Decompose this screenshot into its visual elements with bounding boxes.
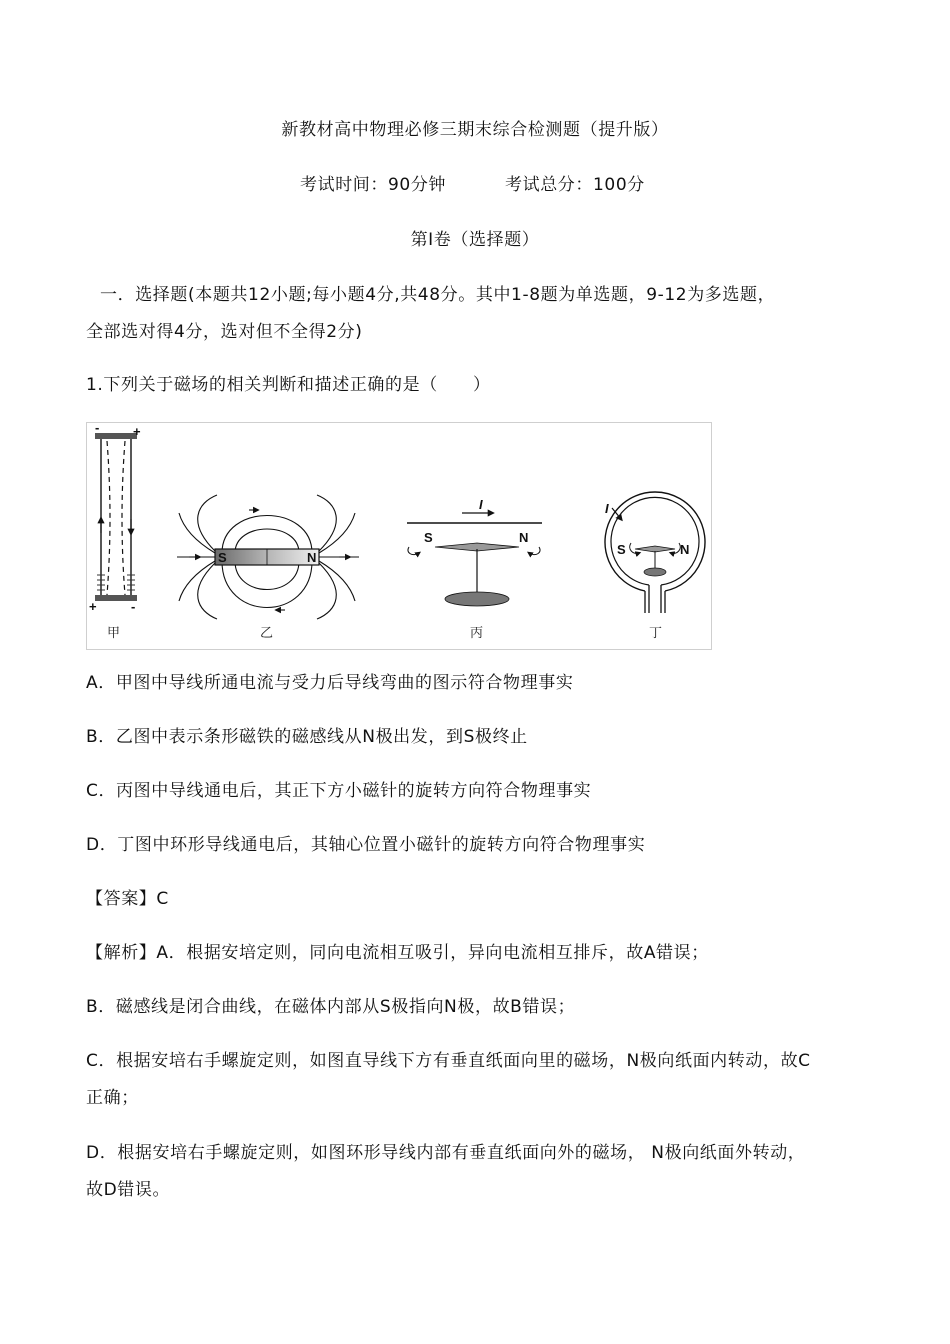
bing-current-i: I xyxy=(479,497,483,512)
ding-s: S xyxy=(617,542,626,557)
ding-base xyxy=(644,568,666,576)
volume-heading: 第Ⅰ卷（选择题） xyxy=(410,230,540,250)
figure-bing xyxy=(407,497,542,641)
option-b: B．乙图中表示条形磁铁的磁感线从N极出发，到S极终止 xyxy=(86,727,528,747)
exam-time: 考试时间：90分钟 xyxy=(300,175,447,195)
magnetism-figure xyxy=(86,422,712,650)
option-c: C．丙图中导线通电后，其正下方小磁针的旋转方向符合物理事实 xyxy=(86,781,592,801)
ding-current-i: I xyxy=(605,501,609,516)
question-stem: 1.下列关于磁场的相关判断和描述正确的是（ ） xyxy=(86,375,491,395)
bing-s: S xyxy=(424,530,433,545)
total-score: 考试总分：100分 xyxy=(505,175,645,195)
jia-minus-top: - xyxy=(95,423,100,435)
bing-n: N xyxy=(519,530,529,545)
figure-label-jia: 甲 xyxy=(107,626,121,641)
figure-yi xyxy=(177,495,359,641)
option-d: D．丁图中环形导线通电后，其轴心位置小磁针的旋转方向符合物理事实 xyxy=(86,835,646,855)
section-intro-line1: 一．选择题(本题共12小题;每小题4分,共48分。其中1-8题为单选题，9-12为多选题， xyxy=(100,285,776,305)
document-title: 新教材高中物理必修三期末综合检测题（提升版） xyxy=(281,120,669,140)
jia-plus-top: + xyxy=(133,424,141,439)
option-a: A．甲图中导线所通电流与受力后导线弯曲的图示符合物理事实 xyxy=(86,673,574,693)
bar-magnet-n: N xyxy=(307,550,317,565)
figure-jia xyxy=(89,423,141,641)
jia-plus-bottom: + xyxy=(89,599,97,614)
figure-svg xyxy=(87,423,711,649)
bar-magnet-s: S xyxy=(218,550,227,565)
analysis-line-6: 故D错误。 xyxy=(86,1180,171,1200)
analysis-line-2: B．磁感线是闭合曲线，在磁体内部从S极指向N极，故B错误； xyxy=(86,997,576,1017)
figure-ding xyxy=(605,492,705,641)
bing-base xyxy=(445,592,509,606)
answer-label: 【答案】C xyxy=(86,889,169,909)
jia-minus-bottom: - xyxy=(131,599,136,614)
jia-top-clamp xyxy=(95,433,137,439)
analysis-line-5: D．根据安培右手螺旋定则，如图环形导线内部有垂直纸面向外的磁场， N极向纸面外转动， xyxy=(86,1143,806,1163)
figure-label-ding: 丁 xyxy=(649,626,663,641)
section-intro-line2: 全部选对得4分，选对但不全得2分) xyxy=(86,322,363,342)
analysis-line-1: 【解析】A．根据安培定则，同向电流相互吸引，异向电流相互排斥，故A错误； xyxy=(86,943,709,963)
ding-n: N xyxy=(680,542,690,557)
analysis-line-3: C．根据安培右手螺旋定则，如图直导线下方有垂直纸面向里的磁场，N极向纸面内转动，故C xyxy=(86,1051,811,1071)
figure-label-yi: 乙 xyxy=(260,626,274,641)
figure-label-bing: 丙 xyxy=(470,626,484,641)
analysis-line-4: 正确； xyxy=(86,1088,139,1108)
